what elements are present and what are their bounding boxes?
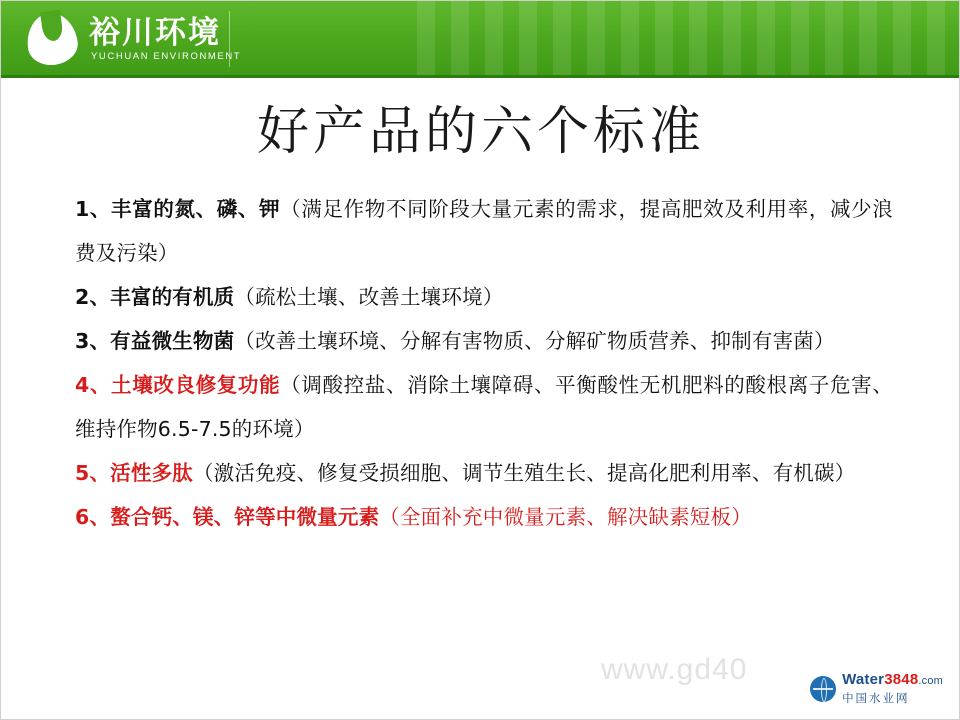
- list-item-lead: 3、有益微生物菌: [75, 329, 235, 353]
- list-item: [75, 275, 893, 319]
- list-item-detail: （调酸控盐、消除土壤障碍、平衡酸性无机肥料的酸根离子危害、维持作物6.5-7.5的环境）: [75, 373, 893, 441]
- list-item-detail: （满足作物不同阶段大量元素的需求，提高肥效及利用率，减少浪费及污染）: [75, 197, 893, 265]
- list-item: [75, 451, 893, 495]
- site-name: Water: [842, 671, 885, 688]
- globe-icon: [810, 676, 836, 702]
- content-list: [75, 187, 893, 539]
- list-item-lead: 5、活性多肽: [75, 461, 193, 485]
- list-item-detail: （全面补充中微量元素、解决缺素短板）: [379, 505, 752, 529]
- page-title: 好产品的六个标准: [256, 102, 705, 162]
- site-watermark-name: [842, 671, 943, 690]
- list-item: [75, 319, 893, 363]
- header-underline: [1, 75, 960, 78]
- site-domain: .com: [918, 675, 943, 687]
- leaf-logo-icon: [25, 11, 79, 67]
- list-item-detail: （疏松土壤、改善土壤环境）: [234, 285, 504, 309]
- list-item: [75, 187, 893, 275]
- logo-divider: [229, 11, 230, 67]
- header-band: [1, 1, 960, 77]
- list-item-detail: （激活免疫、修复受损细胞、调节生殖生长、提高化肥利用率、有机碳）: [192, 461, 856, 485]
- list-item-lead: 1、丰富的氮、磷、钾: [75, 197, 281, 221]
- header-stripe-pattern: [401, 1, 960, 77]
- site-watermark-text: [842, 671, 943, 707]
- site-watermark: [810, 671, 943, 707]
- brand-text: [89, 16, 241, 63]
- list-item-lead: 4、土壤改良修复功能: [75, 373, 281, 397]
- list-item: [75, 363, 893, 451]
- list-item-lead: 6、螯合钙、镁、锌等中微量元素: [75, 505, 380, 529]
- brand-name-cn: 裕川环境: [89, 14, 221, 51]
- list-item-lead: 2、丰富的有机质: [75, 285, 235, 309]
- background-watermark: www.gd40: [601, 653, 748, 686]
- list-item: [75, 495, 893, 539]
- site-number: 3848: [884, 671, 919, 688]
- brand-logo: [25, 9, 241, 69]
- brand-name-en: YUCHUAN ENVIRONMENT: [91, 50, 242, 62]
- site-watermark-cn: 中国水业网: [842, 691, 910, 705]
- list-item-detail: （改善土壤环境、分解有害物质、分解矿物质营养、抑制有害菌）: [234, 329, 835, 353]
